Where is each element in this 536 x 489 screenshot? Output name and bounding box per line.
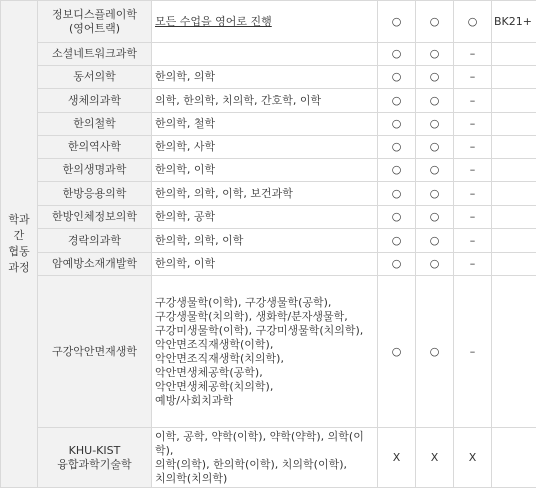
table-row bbox=[1, 113, 536, 136]
mark-cell-1: ○ bbox=[378, 206, 416, 229]
mark-cell-2: ○ bbox=[416, 159, 454, 182]
mark-cell-3: – bbox=[454, 159, 492, 182]
related-fields: 한의학, 의학 bbox=[152, 66, 378, 89]
note-cell bbox=[492, 276, 536, 428]
table-row bbox=[1, 428, 536, 488]
table-row bbox=[1, 276, 536, 428]
department-name: 생체의과학 bbox=[38, 89, 152, 113]
table-row bbox=[1, 229, 536, 253]
mark-cell-1: ○ bbox=[378, 136, 416, 159]
mark-cell-2: ○ bbox=[416, 182, 454, 206]
note-cell bbox=[492, 428, 536, 488]
table-row bbox=[1, 253, 536, 276]
mark-cell-2: ○ bbox=[416, 113, 454, 136]
related-fields: 한의학, 이학 bbox=[152, 253, 378, 276]
note-cell bbox=[492, 43, 536, 66]
mark-cell-1: ○ bbox=[378, 253, 416, 276]
mark-cell-2: ○ bbox=[416, 66, 454, 89]
department-name: 구강악안면재생학 bbox=[38, 276, 152, 428]
table-row bbox=[1, 159, 536, 182]
mark-cell-3: X bbox=[454, 428, 492, 488]
mark-cell-2: ○ bbox=[416, 253, 454, 276]
mark-cell-3: – bbox=[454, 206, 492, 229]
department-name: 정보디스플레이학 (영어트랙) bbox=[38, 1, 152, 43]
note-cell bbox=[492, 253, 536, 276]
note-cell bbox=[492, 66, 536, 89]
mark-cell-3: – bbox=[454, 182, 492, 206]
mark-cell-2: ○ bbox=[416, 136, 454, 159]
note-cell bbox=[492, 136, 536, 159]
mark-cell-1: ○ bbox=[378, 159, 416, 182]
mark-cell-1: ○ bbox=[378, 113, 416, 136]
table-row bbox=[1, 66, 536, 89]
mark-cell-3: – bbox=[454, 276, 492, 428]
department-name: KHU-KIST 융합과학기술학 bbox=[38, 428, 152, 488]
mark-cell-3: – bbox=[454, 136, 492, 159]
mark-cell-2: ○ bbox=[416, 1, 454, 43]
mark-cell-1: ○ bbox=[378, 1, 416, 43]
mark-cell-1: ○ bbox=[378, 43, 416, 66]
table-row bbox=[1, 43, 536, 66]
category-cell: 학과 간 협동 과정 bbox=[1, 1, 38, 488]
mark-cell-2: ○ bbox=[416, 229, 454, 253]
department-name: 한의철학 bbox=[38, 113, 152, 136]
mark-cell-1: X bbox=[378, 428, 416, 488]
table-row bbox=[1, 182, 536, 206]
note-cell bbox=[492, 206, 536, 229]
department-name: 한방인체정보의학 bbox=[38, 206, 152, 229]
related-fields: 한의학, 이학 bbox=[152, 159, 378, 182]
mark-cell-3: – bbox=[454, 43, 492, 66]
department-name: 동서의학 bbox=[38, 66, 152, 89]
related-fields: 한의학, 의학, 이학 bbox=[152, 229, 378, 253]
table-row bbox=[1, 136, 536, 159]
note-cell bbox=[492, 229, 536, 253]
note-cell bbox=[492, 113, 536, 136]
note-cell bbox=[492, 89, 536, 113]
note-cell bbox=[492, 182, 536, 206]
mark-cell-1: ○ bbox=[378, 229, 416, 253]
mark-cell-3: – bbox=[454, 89, 492, 113]
department-name: 소셜네트워크과학 bbox=[38, 43, 152, 66]
related-fields bbox=[152, 43, 378, 66]
mark-cell-1: ○ bbox=[378, 66, 416, 89]
related-fields: 한의학, 철학 bbox=[152, 113, 378, 136]
mark-cell-3: – bbox=[454, 229, 492, 253]
related-fields: 한의학, 공학 bbox=[152, 206, 378, 229]
note-cell bbox=[492, 159, 536, 182]
mark-cell-1: ○ bbox=[378, 89, 416, 113]
table-row bbox=[1, 89, 536, 113]
mark-cell-2: ○ bbox=[416, 89, 454, 113]
related-fields: 한의학, 의학, 이학, 보건과학 bbox=[152, 182, 378, 206]
table-body bbox=[1, 1, 536, 488]
department-name: 한의생명과학 bbox=[38, 159, 152, 182]
mark-cell-2: ○ bbox=[416, 43, 454, 66]
mark-cell-3: – bbox=[454, 66, 492, 89]
related-fields: 의학, 한의학, 치의학, 간호학, 이학 bbox=[152, 89, 378, 113]
related-fields: 모든 수업을 영어로 진행 bbox=[152, 1, 378, 43]
mark-cell-3: – bbox=[454, 113, 492, 136]
table-row bbox=[1, 206, 536, 229]
table-row bbox=[1, 1, 536, 43]
related-fields: 한의학, 사학 bbox=[152, 136, 378, 159]
mark-cell-1: ○ bbox=[378, 182, 416, 206]
department-name: 한방응용의학 bbox=[38, 182, 152, 206]
department-name: 한의역사학 bbox=[38, 136, 152, 159]
mark-cell-2: ○ bbox=[416, 276, 454, 428]
mark-cell-3: – bbox=[454, 253, 492, 276]
mark-cell-3: ○ bbox=[454, 1, 492, 43]
related-fields: 구강생물학(이학), 구강생물학(공학), 구강생물학(치의학), 생화학/분자생물학, 구강미생물학(이학), 구강미생물학(치의학), 악안면조직재생학(이학), 악안면조직재생학(치의학), 악안면생체공학(공학), 악안면생체공학(치의학), 예방/사회치과학 bbox=[152, 276, 378, 428]
mark-cell-2: ○ bbox=[416, 206, 454, 229]
note-cell: BK21+ bbox=[492, 1, 536, 43]
department-name: 암예방소재개발학 bbox=[38, 253, 152, 276]
related-fields: 이학, 공학, 약학(이학), 약학(약학), 의학(이학), 의학(의학), 한의학(이학), 치의학(이학), 치의학(치의학) bbox=[152, 428, 378, 488]
mark-cell-2: X bbox=[416, 428, 454, 488]
department-name: 경락의과학 bbox=[38, 229, 152, 253]
mark-cell-1: ○ bbox=[378, 276, 416, 428]
